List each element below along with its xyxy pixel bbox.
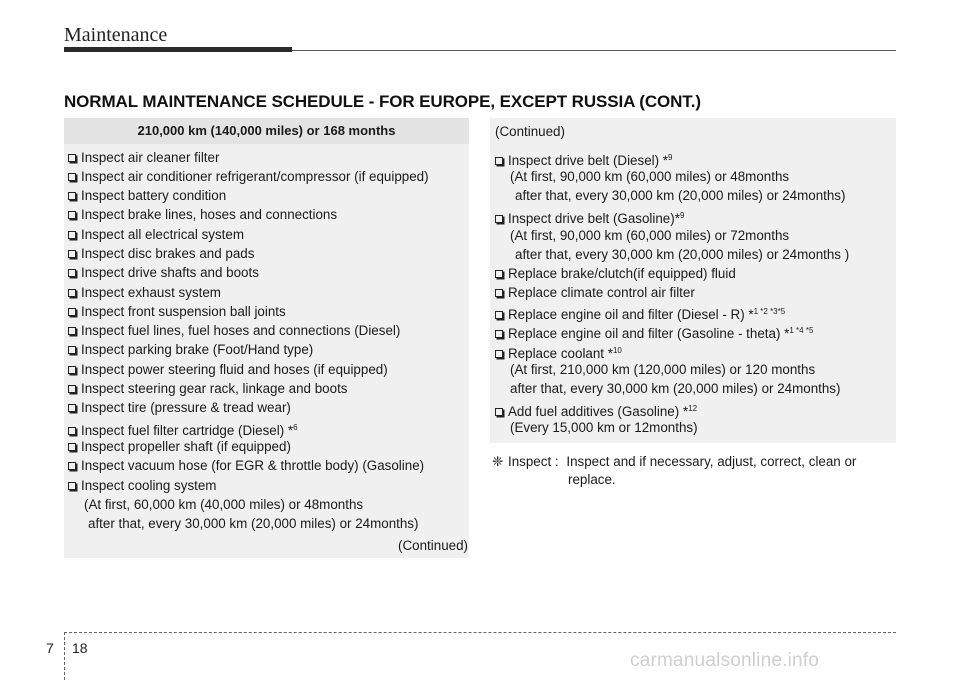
checkbox-icon	[495, 330, 503, 338]
interval-line: after that, every 30,000 km (20,000 miles) or 24months)	[515, 188, 846, 203]
list-item: Inspect tire (pressure & tread wear)	[68, 400, 291, 416]
footnote-ref: 12	[688, 404, 698, 413]
interval-line: (Every 15,000 km or 12months)	[510, 420, 698, 435]
note-text-line1: Inspect and if necessary, adjust, correct, clean or	[566, 454, 857, 469]
checkbox-icon	[68, 173, 76, 181]
list-item: Inspect fuel lines, fuel hoses and connections (Diesel)	[68, 323, 400, 339]
list-item: Replace engine oil and filter (Gasoline - theta) *$^{1 *4 *5}$	[495, 323, 813, 342]
checkbox-icon	[68, 154, 76, 162]
chapter-number: 7	[46, 640, 54, 656]
checkbox-icon	[68, 443, 76, 451]
checkbox-icon	[68, 427, 76, 435]
list-item: Inspect battery condition	[68, 188, 226, 204]
checkbox-icon	[68, 482, 76, 490]
list-item: Replace engine oil and filter (Diesel - R) *$^{1 *2 *3*5}$	[495, 304, 785, 323]
list-item: Replace coolant *$^{10}$	[495, 343, 622, 362]
list-item: Inspect drive belt (Diesel) *$^9$	[495, 150, 672, 169]
list-item: Inspect air cleaner filter	[68, 150, 219, 166]
cooling-interval-line2: after that, every 30,000 km (20,000 miles) or 24months)	[88, 516, 419, 531]
list-item: Inspect brake lines, hoses and connections	[68, 207, 337, 223]
checkbox-icon	[68, 192, 76, 200]
list-item: Replace climate control air filter	[495, 285, 695, 301]
footnote-ref: 10	[612, 346, 622, 355]
checkbox-icon	[68, 404, 76, 412]
watermark: carmanualsonline.info	[630, 650, 820, 671]
list-item: Inspect drive belt (Gasoline)*$^9$	[495, 208, 684, 227]
note-mark-icon: ❈	[492, 454, 504, 469]
continued-label: (Continued)	[398, 538, 468, 553]
footnote-ref: 9	[679, 211, 685, 220]
list-item: Inspect air conditioner refrigerant/compressor (if equipped)	[68, 169, 429, 185]
footnote-ref: 1 *2 *3*5	[753, 307, 786, 316]
interval-line: (At first, 210,000 km (120,000 miles) or 120 months	[510, 362, 816, 377]
interval-line: (At first, 90,000 km (60,000 miles) or 72months	[510, 228, 790, 243]
list-item: Inspect all electrical system	[68, 227, 244, 243]
checkbox-icon	[495, 350, 503, 358]
checkbox-icon	[68, 211, 76, 219]
page-number: 18	[72, 640, 88, 656]
checkbox-icon	[68, 231, 76, 239]
list-item: Inspect steering gear rack, linkage and boots	[68, 381, 348, 397]
continued-label: (Continued)	[495, 124, 565, 139]
footnote-ref: 6	[293, 423, 298, 432]
checkbox-icon	[68, 346, 76, 354]
header-title: Maintenance	[64, 24, 168, 46]
list-item: Inspect propeller shaft (if equipped)	[68, 439, 291, 455]
checkbox-icon	[68, 366, 76, 374]
list-item: Inspect vacuum hose (for EGR & throttle body) (Gasoline)	[68, 458, 424, 474]
list-item: Inspect front suspension ball joints	[68, 304, 286, 320]
list-item: Inspect parking brake (Foot/Hand type)	[68, 342, 313, 358]
section-title: NORMAL MAINTENANCE SCHEDULE - FOR EUROPE, EXCEPT RUSSIA (CONT.)	[64, 92, 701, 111]
checkbox-icon	[495, 289, 503, 297]
footer-vline	[64, 632, 65, 680]
interval-line: (At first, 90,000 km (60,000 miles) or 48months	[510, 169, 790, 184]
checkbox-icon	[495, 215, 503, 223]
list-item: Add fuel additives (Gasoline) *$^{12}$	[495, 401, 697, 420]
list-item: Inspect cooling system	[68, 478, 216, 494]
checkbox-icon	[495, 270, 503, 278]
inspect-note	[492, 453, 896, 489]
list-item: Inspect fuel filter cartridge (Diesel) *$^6$	[68, 420, 298, 439]
interval-line: after that, every 30,000 km (20,000 miles) or 24months)	[510, 381, 841, 396]
list-item: Replace brake/clutch(if equipped) fluid	[495, 266, 736, 282]
header-bar	[64, 47, 292, 52]
left-panel-heading: 210,000 km (140,000 miles) or 168 months	[64, 118, 469, 144]
note-text-line2: replace.	[568, 472, 616, 487]
header-rule	[292, 50, 896, 51]
checkbox-icon	[68, 250, 76, 258]
checkbox-icon	[68, 327, 76, 335]
checkbox-icon	[68, 308, 76, 316]
footnote-ref: 9	[668, 153, 673, 162]
note-label: Inspect :	[508, 454, 559, 469]
interval-line: after that, every 30,000 km (20,000 miles) or 24months )	[515, 247, 850, 262]
list-item: Inspect drive shafts and boots	[68, 265, 259, 281]
checkbox-icon	[68, 289, 76, 297]
checkbox-icon	[68, 462, 76, 470]
cooling-interval-line1: (At first, 60,000 km (40,000 miles) or 48months	[84, 497, 364, 512]
list-item: Inspect exhaust system	[68, 285, 221, 301]
checkbox-icon	[68, 385, 76, 393]
checkbox-icon	[68, 269, 76, 277]
list-item: Inspect power steering fluid and hoses (if equipped)	[68, 362, 388, 378]
list-item: Inspect disc brakes and pads	[68, 246, 254, 262]
checkbox-icon	[495, 157, 503, 165]
checkbox-icon	[495, 408, 503, 416]
footnote-ref: 1 *4 *5	[789, 326, 814, 335]
checkbox-icon	[495, 311, 503, 319]
footer-hline	[64, 632, 896, 633]
